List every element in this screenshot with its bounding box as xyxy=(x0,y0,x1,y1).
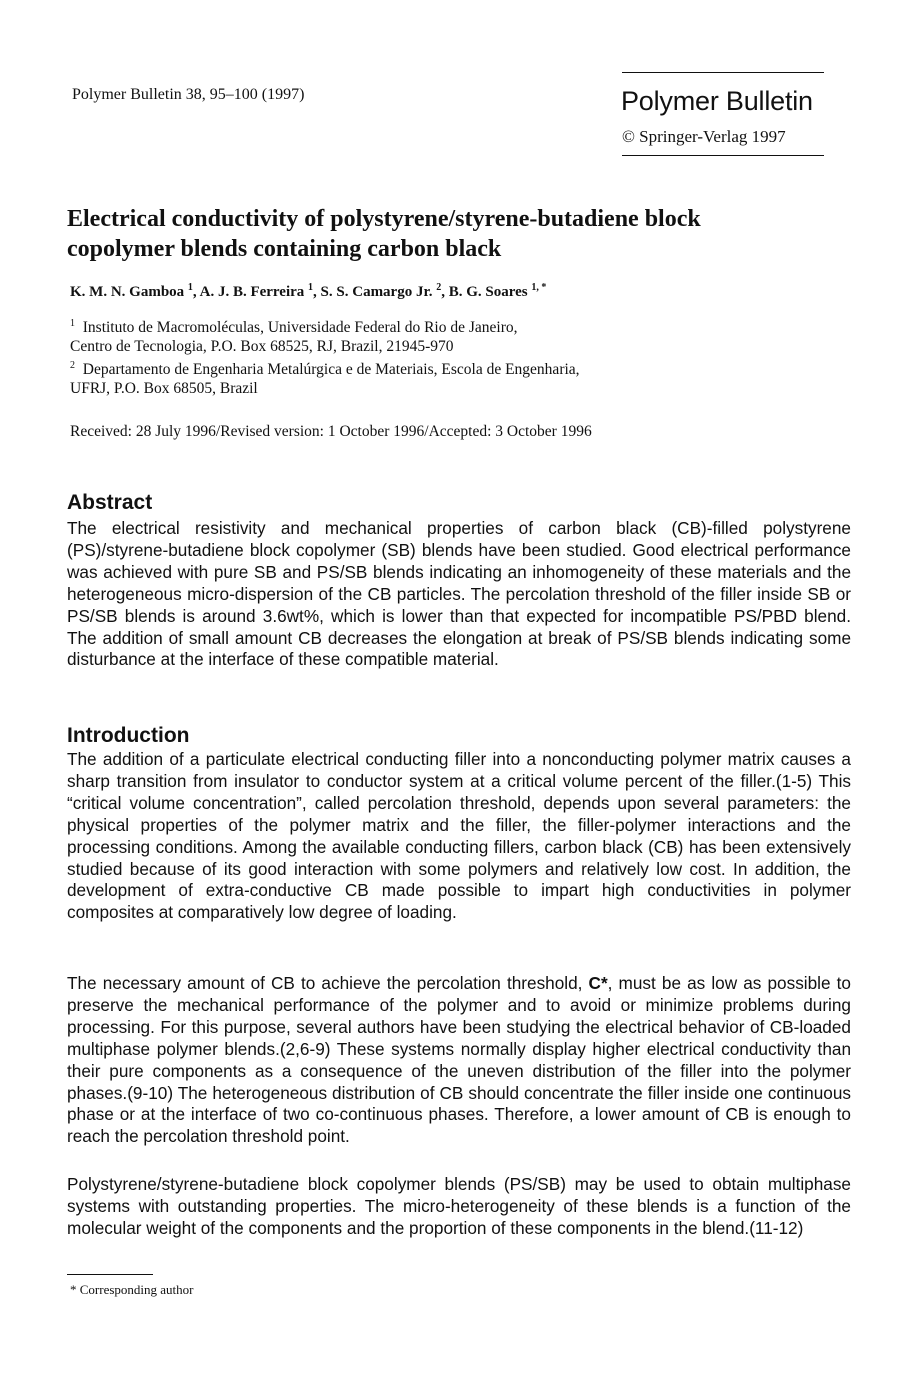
author-name: A. J. B. Ferreira xyxy=(199,284,305,300)
footnote-rule xyxy=(67,1274,153,1275)
affiliation-mark: 2 xyxy=(70,360,75,372)
received-dates: Received: 28 July 1996/Revised version: 1 October 1996/Accepted: 3 October 1996 xyxy=(70,423,592,440)
author-name: B. G. Soares xyxy=(448,284,528,300)
affiliation-text: Departamento de Engenharia Metalúrgica e de Materiais, Escola de Engenharia, xyxy=(82,361,580,379)
author-list: K. M. N. Gamboa $^1$, A. J. B. Ferreira $^1$, S. S. Camargo Jr. $^2$, B. G. Soares $^{1, *}$ xyxy=(70,282,547,300)
author-affiliation-mark: 1, * xyxy=(531,282,547,293)
journal-copyright: © Springer-Verlag 1997 xyxy=(622,127,786,146)
article-title: Electrical conductivity of polystyrene/styrene-butadiene block copolymer blends containing carbon black xyxy=(67,206,701,262)
affiliation-text: Instituto de Macromoléculas, Universidade Federal do Rio de Janeiro, xyxy=(82,319,518,337)
affiliation-1-line2: Centro de Tecnologia, P.O. Box 68525, RJ, Brazil, 21945-970 xyxy=(70,338,454,356)
affiliation-mark: 1 xyxy=(70,318,75,329)
journal-citation: Polymer Bulletin 38, 95–100 (1997) xyxy=(72,86,305,103)
author-affiliation-mark: 1 xyxy=(187,282,193,293)
affiliation-2-line1 xyxy=(70,356,770,379)
affiliation-2-line2: UFRJ, P.O. Box 68505, Brazil xyxy=(70,380,258,398)
abstract-text: The electrical resistivity and mechanical properties of carbon black (CB)-filled polystyrene (PS)/styrene-butadiene block copolymer (SB) blends have been studied. Good electrical performance was achieved with pure SB and PS/SB blends indicating an inhomogeneity of these materials and the heterogeneous micro-dispersion of the CB particles. The percolation threshold of the filler inside SB or PS/SB blends is around 3.6wt%, which is lower than that expected for incompatible PS/PBD blend. The addition of small amount CB decreases the elongation at break of PS/SB blends indicating some disturbance at the interface of these compatible material. xyxy=(67,518,851,670)
author-name: K. M. N. Gamboa xyxy=(70,284,185,300)
journal-bottom-rule xyxy=(622,155,824,156)
introduction-heading: Introduction xyxy=(67,724,190,747)
author-name: S. S. Camargo Jr. xyxy=(320,284,433,300)
percolation-symbol: C* xyxy=(588,973,608,993)
introduction-paragraph-2 xyxy=(67,973,851,1148)
footnote: * Corresponding author xyxy=(70,1282,194,1297)
paragraph-text: The necessary amount of CB to achieve the percolation threshold, xyxy=(67,973,589,993)
author-affiliation-mark: 2 xyxy=(436,282,442,293)
author-affiliation-mark: 1 xyxy=(308,282,314,293)
paragraph-text: , must be as low as possible to preserve the mechanical performance of the polymer and to avoid or minimize problems during processing. For this purpose, several authors have been studying the electrical behavior of CB-loaded multiphase polymer blends.(2,6-9) These systems normally display higher electrical conductivity than their pure components as a consequence of the uneven distribution of the filler into the polymer phases.(9-10) The heterogeneous distribution of CB should concentrate the filler inside one continuous phase or at the interface of two co-continuous phases. Therefore, a lower amount of CB is enough to reach the percolation threshold point. xyxy=(67,973,851,1147)
journal-name: Polymer Bulletin xyxy=(621,86,813,116)
abstract-heading: Abstract xyxy=(67,491,153,514)
journal-top-rule xyxy=(622,72,824,73)
affiliation-1-line1 xyxy=(70,314,770,337)
affiliations xyxy=(70,314,770,398)
introduction-paragraph-1: The addition of a particulate electrical conducting filler into a nonconducting polymer matrix causes a sharp transition from insulator to conductor system at a critical volume percent of the filler.(1-5) This “critical volume concentration”, called percolation threshold, depends upon several parameters: the physical properties of the polymer matrix and the filler, the filler-polymer interactions and the processing conditions. Among the available conducting fillers, carbon black (CB) has been extensively studied because of its good interaction with some polymers and relatively low cost. In addition, the development of extra-conductive CB made possible to impart high conductivities in polymer composites at comparatively low degree of loading. xyxy=(67,749,851,923)
introduction-paragraph-3: Polystyrene/styrene-butadiene block copolymer blends (PS/SB) may be used to obtain multiphase systems with outstanding properties. The micro-heterogeneity of these blends is a function of the molecular weight of the components and the proportion of these components in the blend.(11-12) xyxy=(67,1174,851,1238)
